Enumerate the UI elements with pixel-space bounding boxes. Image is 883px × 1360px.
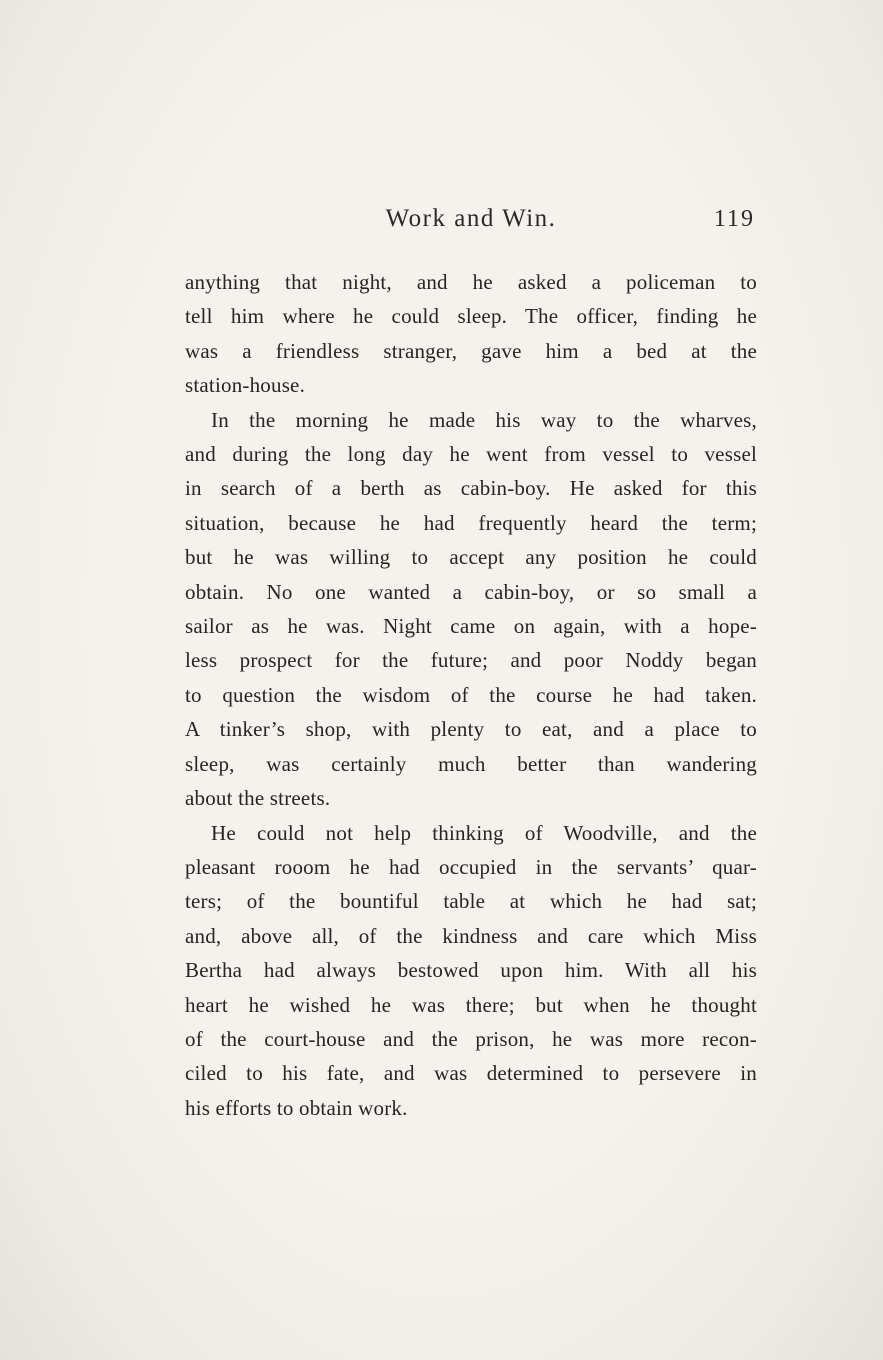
- text-block: [185, 205, 757, 1125]
- text-line: anything that night, and he asked a policeman to: [185, 270, 757, 294]
- text-line: ciled to his fate, and was determined to persevere in: [185, 1061, 757, 1086]
- text-line: sailor as he was. Night came on again, with a hope-: [185, 614, 757, 639]
- text-line: his efforts to obtain work.: [185, 1095, 408, 1120]
- text-line: In the morning he made his way to the wharves,: [211, 407, 757, 432]
- paragraph: [185, 403, 757, 816]
- text-line: A tinker’s shop, with plenty to eat, and a place to: [185, 717, 757, 742]
- text-line: heart he wished he was there; but when he thought: [185, 992, 757, 1017]
- text-line: of the court-house and the prison, he was more recon-: [185, 1026, 757, 1051]
- text-line: about the streets.: [185, 786, 331, 811]
- text-line: sleep, was certainly much better than wandering: [185, 751, 757, 776]
- paragraph: [185, 265, 757, 403]
- text-line: but he was willing to accept any position he could: [185, 545, 757, 570]
- text-line: was a friendless stranger, gave him a bed at the: [185, 338, 757, 363]
- text-line: station-house.: [185, 373, 306, 398]
- text-line: ters; of the bountiful table at which he had sat;: [185, 889, 757, 914]
- text-line: tell him where he could sleep. The officer, finding he: [185, 304, 757, 329]
- text-line: pleasant rooom he had occupied in the servants’ quar-: [185, 854, 757, 879]
- paragraph: [185, 816, 757, 1126]
- text-line: Bertha had always bestowed upon him. With all his: [185, 958, 757, 983]
- running-head: [185, 205, 757, 239]
- text-line: less prospect for the future; and poor Noddy began: [185, 648, 757, 673]
- text-line: He could not help thinking of Woodville, and the: [211, 820, 757, 845]
- page-number: 119: [713, 206, 755, 232]
- page-title: Work and Win.: [385, 205, 557, 232]
- text-line: to question the wisdom of the course he had taken.: [185, 682, 757, 707]
- text-line: situation, because he had frequently heard the term;: [185, 510, 757, 535]
- text-line: obtain. No one wanted a cabin-boy, or so small a: [185, 579, 757, 604]
- text-line: and, above all, of the kindness and care which Miss: [185, 923, 757, 948]
- page-body: [185, 265, 757, 1125]
- text-line: in search of a berth as cabin-boy. He asked for this: [185, 476, 757, 501]
- text-line: and during the long day he went from vessel to vessel: [185, 442, 757, 467]
